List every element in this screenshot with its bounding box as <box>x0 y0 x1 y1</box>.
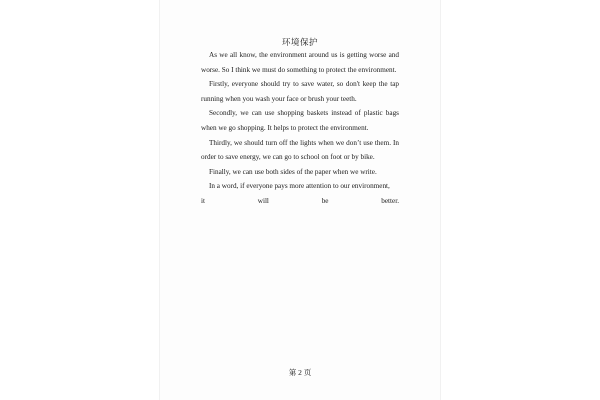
paragraph-secondly: Secondly, we can use shopping baskets instead of plastic bags when we go shopping. It helps to protect the environment. <box>201 109 399 132</box>
paragraph-thirdly: Thirdly, we should turn off the lights when we don’t use them. In order to save energy, we can go to school on foot or by bike. <box>201 138 399 162</box>
paragraph-intro: As we all know, the environment around us is getting worse and worse. So I think we must do something to protect the environment. <box>201 51 399 74</box>
last-line-word: will <box>257 196 269 205</box>
last-line-word: it <box>201 196 205 205</box>
page-number: 第 2 页 <box>288 368 312 377</box>
paragraph-finally: Finally, we can use both sides of the paper when we write. <box>209 167 377 176</box>
last-line-word: be <box>321 196 329 205</box>
paragraph-firstly: Firstly, everyone should try to save water, so don't keep the tap running when you wash your face or brush your teeth. <box>201 80 399 103</box>
document-page <box>160 0 440 400</box>
document-body <box>201 48 399 209</box>
paragraph-conclusion: In a word, if everyone pays more attention to our environment, <box>209 182 390 191</box>
document-title: 环境保护 <box>281 37 318 47</box>
conclusion-last-line <box>201 194 399 209</box>
last-line-word: better. <box>381 196 399 205</box>
